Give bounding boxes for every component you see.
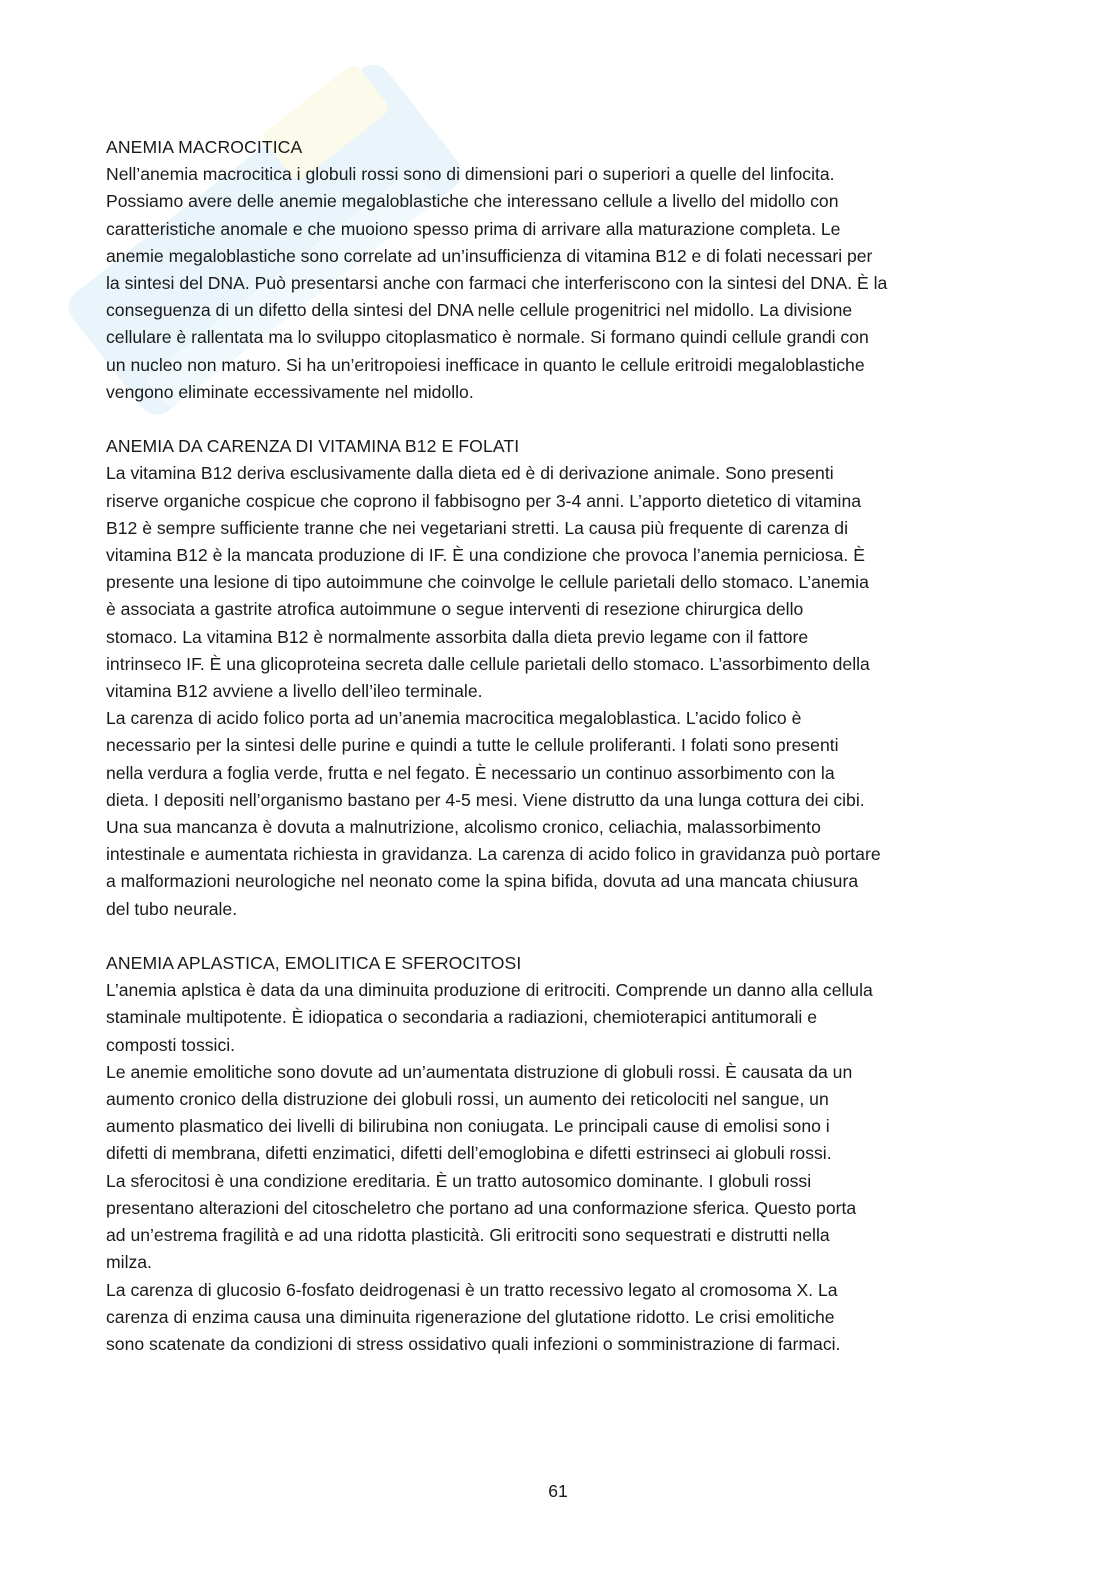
text-line: presente una lesione di tipo autoimmune che coinvolge le cellule parietali dello stomaco. L’anemia [106, 572, 869, 593]
text-line: cellulare è rallentata ma lo sviluppo citoplasmatico è normale. Si formano quindi cellule grandi con [106, 327, 869, 348]
document-body [106, 134, 1006, 1385]
text-line: un nucleo non maturo. Si ha un’eritropoiesi inefficace in quanto le cellule eritroidi megaloblastiche [106, 354, 865, 375]
text-line: La sferocitosi è una condizione ereditaria. È un tratto autosomico dominante. I globuli rossi [106, 1170, 812, 1191]
text-line: del tubo neurale. [106, 898, 238, 919]
section-anemia-macrocitica [106, 134, 1006, 406]
text-line: conseguenza di un difetto della sintesi del DNA nelle cellule progenitrici nel midollo. La divisione [106, 300, 853, 321]
text-line: sono scatenate da condizioni di stress ossidativo quali infezioni o somministrazione di farmaci. [106, 1333, 841, 1354]
text-line: staminale multipotente. È idiopatica o secondaria a radiazioni, chemioterapici antitumorali e [106, 1007, 817, 1028]
text-line: vengono eliminate eccessivamente nel midollo. [106, 381, 474, 402]
text-line: composti tossici. [106, 1034, 236, 1055]
text-line: aumento plasmatico dei livelli di bilirubina non coniugata. Le principali cause di emolisi sono i [106, 1116, 830, 1137]
text-line: milza. [106, 1252, 152, 1273]
text-line: La carenza di acido folico porta ad un’anemia macrocitica megaloblastica. L’acido folico è [106, 708, 802, 729]
text-line: L’anemia aplstica è data da una diminuita produzione di eritrociti. Comprende un danno alla cellula [106, 980, 873, 1001]
text-line: è associata a gastrite atrofica autoimmune o segue interventi di resezione chirurgica dello [106, 599, 804, 620]
text-line: la sintesi del DNA. Può presentarsi anche con farmaci che interferiscono con la sintesi del DNA. È la [106, 273, 888, 294]
text-line: ad un’estrema fragilità e ad una ridotta plasticità. Gli eritrociti sono sequestrati e distrutti nella [106, 1225, 830, 1246]
text-line: Possiamo avere delle anemie megaloblastiche che interessano cellule a livello del midollo con [106, 191, 839, 212]
text-line: aumento cronico della distruzione dei globuli rossi, un aumento dei reticolociti nel sangue, un [106, 1089, 829, 1110]
text-line: difetti di membrana, difetti enzimatici, difetti dell’emoglobina e difetti estrinseci ai globuli rossi. [106, 1143, 832, 1164]
section-anemia-b12-folati [106, 433, 1006, 923]
text-line: anemie megaloblastiche sono correlate ad un’insufficienza di vitamina B12 e di folati necessari per [106, 245, 873, 266]
text-line: carenza di enzima causa una diminuita rigenerazione del glutatione ridotto. Le crisi emolitiche [106, 1306, 835, 1327]
text-line: intestinale e aumentata richiesta in gravidanza. La carenza di acido folico in gravidanza può portare [106, 844, 881, 865]
text-line: vitamina B12 è la mancata produzione di IF. È una condizione che provoca l’anemia perniciosa. È [106, 545, 865, 566]
section-heading: ANEMIA APLASTICA, EMOLITICA E SFEROCITOSI [106, 953, 522, 974]
text-line: Nell’anemia macrocitica i globuli rossi sono di dimensioni pari o superiori a quelle del linfocita. [106, 164, 835, 185]
text-line: necessario per la sintesi delle purine e quindi a tutte le cellule proliferanti. I folati sono presenti [106, 735, 839, 756]
text-line: stomaco. La vitamina B12 è normalmente assorbita dalla dieta previo legame con il fattore [106, 626, 809, 647]
section-heading: ANEMIA DA CARENZA DI VITAMINA B12 E FOLATI [106, 436, 520, 457]
text-line: caratteristiche anomale e che muoiono spesso prima di arrivare alla maturazione completa. Le [106, 218, 841, 239]
section-anemia-aplastica-emolitica [106, 950, 1006, 1358]
text-line: vitamina B12 avviene a livello dell’ileo terminale. [106, 681, 483, 702]
text-line: Una sua mancanza è dovuta a malnutrizione, alcolismo cronico, celiachia, malassorbimento [106, 817, 821, 838]
page-number: 61 [548, 1481, 568, 1501]
text-line: intrinseco IF. È una glicoproteina secreta dalle cellule parietali dello stomaco. L’assorbimento della [106, 653, 870, 674]
text-line: B12 è sempre sufficiente tranne che nei vegetariani stretti. La causa più frequente di carenza di [106, 517, 848, 538]
text-line: presentano alterazioni del citoscheletro che portano ad una conformazione sferica. Questo porta [106, 1197, 857, 1218]
section-heading: ANEMIA MACROCITICA [106, 137, 303, 157]
text-line: nella verdura a foglia verde, frutta e nel fegato. È necessario un continuo assorbimento con la [106, 762, 835, 783]
text-line: riserve organiche cospicue che coprono il fabbisogno per 3-4 anni. L’apporto dietetico di vitamina [106, 490, 862, 511]
text-line: Le anemie emolitiche sono dovute ad un’aumentata distruzione di globuli rossi. È causata da un [106, 1061, 853, 1082]
text-line: a malformazioni neurologiche nel neonato come la spina bifida, dovuta ad una mancata chiusura [106, 871, 859, 892]
text-line: dieta. I depositi nell’organismo bastano per 4-5 mesi. Viene distrutto da una lunga cottura dei cibi. [106, 789, 865, 810]
text-line: La carenza di glucosio 6-fosfato deidrogenasi è un tratto recessivo legato al cromosoma X. La [106, 1279, 838, 1300]
text-line: La vitamina B12 deriva esclusivamente dalla dieta ed è di derivazione animale. Sono presenti [106, 463, 834, 484]
